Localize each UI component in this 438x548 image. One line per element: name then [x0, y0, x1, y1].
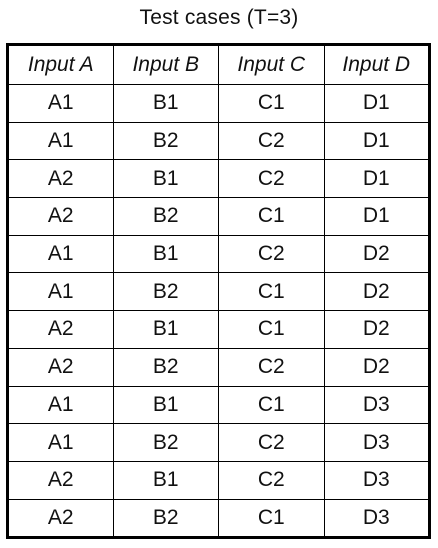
- header-input-d: Input D: [324, 45, 430, 85]
- table-cell: C1: [219, 198, 325, 236]
- table-cell: B2: [113, 348, 219, 386]
- table-cell: C1: [219, 499, 325, 538]
- table-cell: B2: [113, 273, 219, 311]
- table-header-row: [8, 45, 430, 85]
- table-cell: C1: [219, 273, 325, 311]
- table-cell: A2: [8, 461, 114, 499]
- table-cell: C2: [219, 160, 325, 198]
- table-row: [8, 424, 430, 462]
- table-cell: B2: [113, 424, 219, 462]
- test-cases-table: [6, 43, 431, 539]
- table-cell: C1: [219, 311, 325, 349]
- table-cell: D3: [324, 424, 430, 462]
- table-row: [8, 461, 430, 499]
- table-cell: B1: [113, 386, 219, 424]
- table-row: [8, 160, 430, 198]
- table-cell: D1: [324, 85, 430, 123]
- table-cell: B1: [113, 461, 219, 499]
- table-cell: B2: [113, 499, 219, 538]
- table-cell: A2: [8, 311, 114, 349]
- table-cell: A1: [8, 424, 114, 462]
- table-cell: C2: [219, 122, 325, 160]
- table-cell: A2: [8, 348, 114, 386]
- table-cell: D1: [324, 198, 430, 236]
- table-cell: D3: [324, 461, 430, 499]
- table-row: [8, 499, 430, 538]
- table-cell: B2: [113, 198, 219, 236]
- table-row: [8, 311, 430, 349]
- table-cell: D2: [324, 348, 430, 386]
- table-cell: A1: [8, 122, 114, 160]
- table-row: [8, 198, 430, 236]
- table-cell: A1: [8, 235, 114, 273]
- header-input-c: Input C: [219, 45, 325, 85]
- table-cell: C2: [219, 348, 325, 386]
- table-cell: B1: [113, 160, 219, 198]
- header-input-b: Input B: [113, 45, 219, 85]
- table-cell: B1: [113, 235, 219, 273]
- table-cell: B1: [113, 311, 219, 349]
- table-cell: D2: [324, 235, 430, 273]
- table-cell: C1: [219, 85, 325, 123]
- table-cell: C2: [219, 235, 325, 273]
- table-cell: D2: [324, 273, 430, 311]
- table-row: [8, 348, 430, 386]
- table-row: [8, 386, 430, 424]
- table-cell: A1: [8, 85, 114, 123]
- table-cell: C2: [219, 424, 325, 462]
- table-row: [8, 122, 430, 160]
- header-input-a: Input A: [8, 45, 114, 85]
- table-cell: D1: [324, 122, 430, 160]
- table-cell: A2: [8, 499, 114, 538]
- table-cell: A1: [8, 386, 114, 424]
- table-cell: A1: [8, 273, 114, 311]
- table-cell: B2: [113, 122, 219, 160]
- page-title: Test cases (T=3): [139, 6, 299, 29]
- table-cell: D3: [324, 386, 430, 424]
- table-cell: D2: [324, 311, 430, 349]
- table-cell: C2: [219, 461, 325, 499]
- table-row: [8, 235, 430, 273]
- table-cell: A2: [8, 198, 114, 236]
- table-cell: D3: [324, 499, 430, 538]
- table-cell: C1: [219, 386, 325, 424]
- table-cell: D1: [324, 160, 430, 198]
- table-cell: A2: [8, 160, 114, 198]
- table-row: [8, 85, 430, 123]
- table-cell: B1: [113, 85, 219, 123]
- table-row: [8, 273, 430, 311]
